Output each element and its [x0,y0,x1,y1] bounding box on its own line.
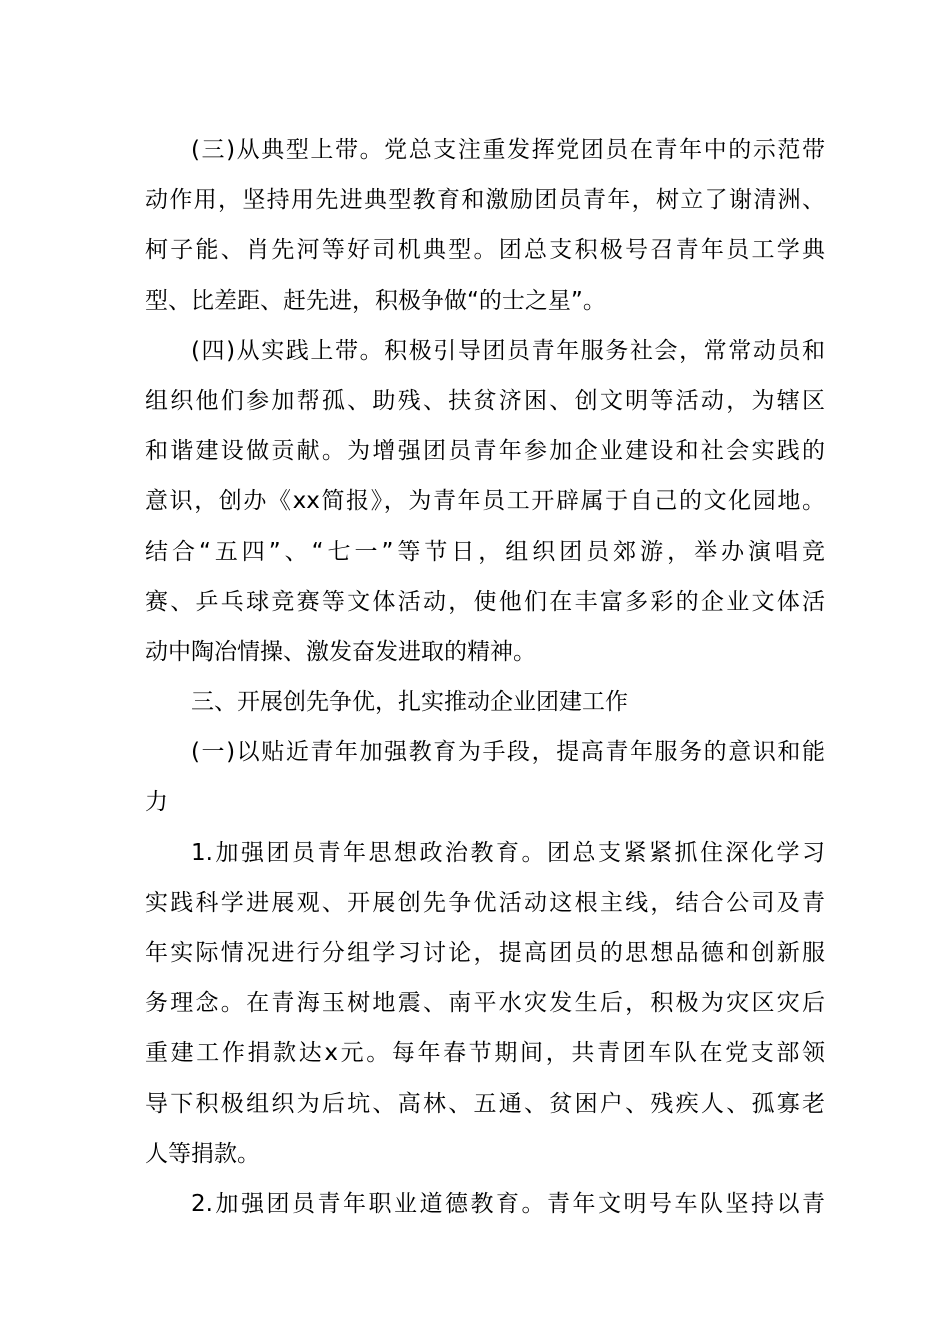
paragraph-3-line-2: 动作用，坚持用先进典型教育和激励团员青年，树立了谢清洲、 [145,187,825,214]
item-1-line-6: 导下积极组织为后坑、高林、五通、贫困户、残疾人、孤寡老 [145,1090,825,1117]
subheading-1-line-2: 力 [145,789,168,816]
item-1-line-4: 务理念。在青海玉树地震、南平水灾发生后，积极为灾区灾后 [145,990,825,1017]
paragraph-3-line-3: 柯子能、肖先河等好司机典型。团总支积极号召青年员工学典 [145,237,825,264]
paragraph-3-line-4: 型、比差距、赶先进，积极争做“的士之星”。 [145,287,606,314]
subheading-1-line-1: (一)以贴近青年加强教育为手段，提高青年服务的意识和能 [191,739,825,766]
paragraph-4-line-7: 动中陶冶情操、激发奋发进取的精神。 [145,638,536,665]
paragraph-4-line-2: 组织他们参加帮孤、助残、扶贫济困、创文明等活动，为辖区 [145,387,825,414]
item-1-line-2: 实践科学进展观、开展创先争优活动这根主线，结合公司及青 [145,889,825,916]
paragraph-4-line-4: 意识，创办《xx简报》，为青年员工开辟属于自己的文化园地。 [145,488,825,515]
paragraph-4-line-3: 和谐建设做贡献。为增强团员青年参加企业建设和社会实践的 [145,438,825,465]
paragraph-4-line-6: 赛、乒乓球竞赛等文体活动，使他们在丰富多彩的企业文体活 [145,588,825,615]
item-1-line-7: 人等捐款。 [145,1140,260,1167]
item-1-line-3: 年实际情况进行分组学习讨论，提高团员的思想品德和创新服 [145,940,825,966]
item-2-line-1: 2.加强团员青年职业道德教育。青年文明号车队坚持以青 [191,1190,825,1217]
item-1-line-1: 1.加强团员青年思想政治教育。团总支紧紧抓住深化学习 [191,839,825,866]
paragraph-4-line-5: 结合“五四”、“七一”等节日，组织团员郊游，举办演唱竞 [145,538,825,565]
paragraph-3-line-1: (三)从典型上带。党总支注重发挥党团员在青年中的示范带 [191,137,825,163]
section-heading-3: 三、开展创先争优，扎实推动企业团建工作 [191,689,628,716]
item-1-line-5: 重建工作捐款达x元。每年春节期间，共青团车队在党支部领 [145,1040,825,1067]
document-body [145,125,825,1229]
paragraph-4-line-1: (四)从实践上带。积极引导团员青年服务社会，常常动员和 [191,337,825,364]
